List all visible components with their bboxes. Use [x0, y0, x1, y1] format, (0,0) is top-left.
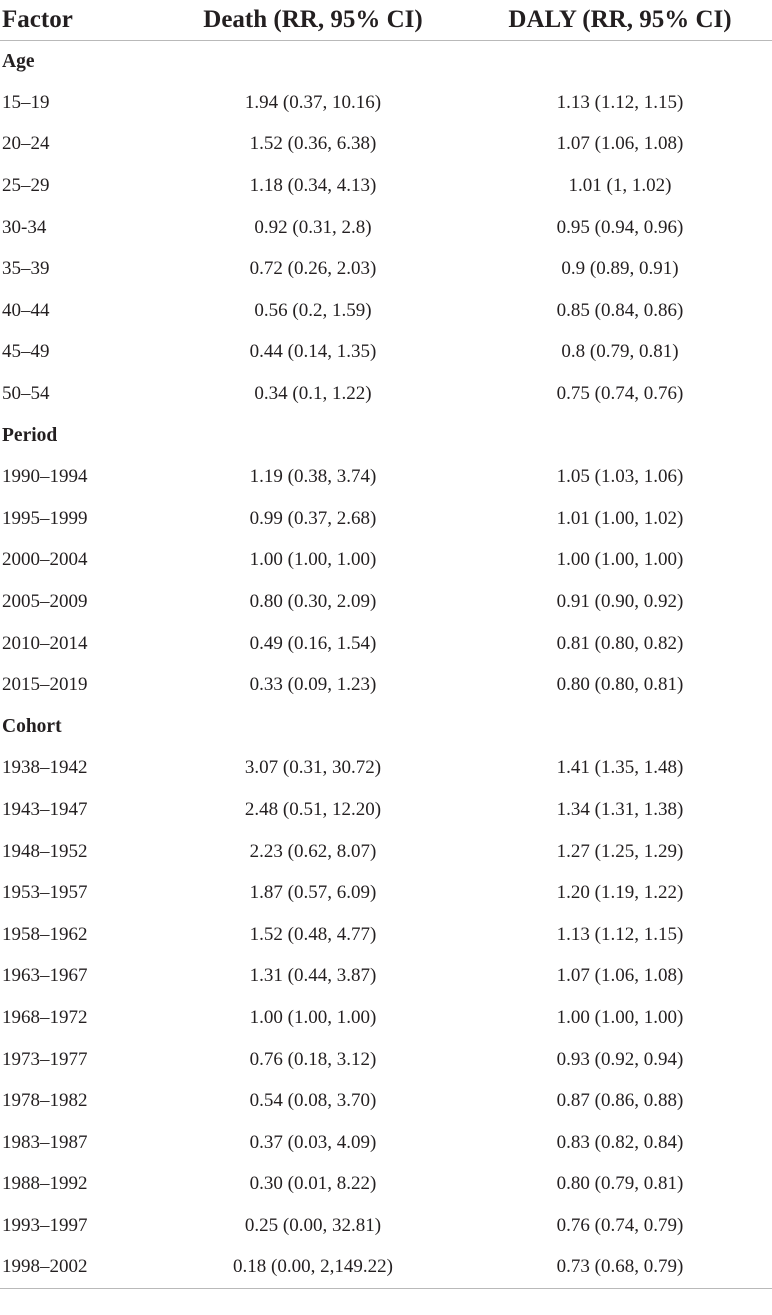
header-death: Death (RR, 95% CI) — [158, 0, 468, 41]
factor-cell: 1990–1994 — [2, 466, 88, 488]
factor-cell: 1995–1999 — [2, 507, 88, 529]
factor-cell: 2005–2009 — [2, 591, 88, 613]
table-row — [0, 664, 772, 706]
daly-rr-cell: 1.27 (1.25, 1.29) — [556, 840, 684, 862]
header-row — [0, 0, 772, 41]
factor-cell: 1968–1972 — [2, 1006, 88, 1028]
table-row — [0, 165, 772, 207]
factor-cell: 1988–1992 — [2, 1173, 88, 1195]
daly-rr-cell: 0.95 (0.94, 0.96) — [556, 216, 684, 238]
table-row — [0, 1039, 772, 1081]
table-header — [0, 0, 772, 41]
daly-rr-cell: 0.80 (0.79, 0.81) — [556, 1173, 684, 1195]
table-row — [0, 290, 772, 332]
factor-cell: 1953–1957 — [2, 882, 88, 904]
section-empty-cell — [468, 41, 772, 83]
factor-cell: 1993–1997 — [2, 1214, 88, 1236]
daly-rr-cell: 0.83 (0.82, 0.84) — [556, 1131, 684, 1153]
death-rr-cell: 1.94 (0.37, 10.16) — [244, 91, 382, 113]
daly-rr-cell: 0.85 (0.84, 0.86) — [556, 299, 684, 321]
table-row — [0, 1164, 772, 1206]
table-row — [0, 956, 772, 998]
table-row — [0, 82, 772, 124]
factor-cell: 50–54 — [2, 383, 50, 405]
factor-cell: 1963–1967 — [2, 965, 88, 987]
factor-cell: 2010–2014 — [2, 632, 88, 654]
factor-cell: 1948–1952 — [2, 840, 88, 862]
table-row — [0, 914, 772, 956]
daly-rr-cell: 0.87 (0.86, 0.88) — [556, 1090, 684, 1112]
table-row — [0, 748, 772, 790]
daly-rr-cell: 1.00 (1.00, 1.00) — [556, 1006, 684, 1028]
daly-rr-cell: 0.91 (0.90, 0.92) — [556, 591, 684, 613]
factor-cell: 20–24 — [2, 133, 50, 155]
death-rr-cell: 1.18 (0.34, 4.13) — [249, 175, 377, 197]
table-row — [0, 373, 772, 415]
section-title: Age — [2, 50, 35, 72]
section-row — [0, 415, 772, 457]
death-rr-cell: 0.37 (0.03, 4.09) — [249, 1131, 377, 1153]
death-rr-cell: 0.56 (0.2, 1.59) — [254, 299, 372, 321]
header-daly: DALY (RR, 95% CI) — [468, 0, 772, 41]
factor-cell: 1978–1982 — [2, 1090, 88, 1112]
death-rr-cell: 1.00 (1.00, 1.00) — [249, 549, 377, 571]
daly-rr-cell: 0.8 (0.79, 0.81) — [561, 341, 679, 363]
factor-cell: 2000–2004 — [2, 549, 88, 571]
table-row — [0, 1122, 772, 1164]
death-rr-cell: 2.23 (0.62, 8.07) — [249, 840, 377, 862]
death-rr-cell: 0.44 (0.14, 1.35) — [249, 341, 377, 363]
death-rr-cell: 1.87 (0.57, 6.09) — [249, 882, 377, 904]
factor-cell: 1983–1987 — [2, 1131, 88, 1153]
daly-rr-cell: 0.9 (0.89, 0.91) — [561, 258, 679, 280]
death-rr-cell: 0.72 (0.26, 2.03) — [249, 258, 377, 280]
death-rr-cell: 1.19 (0.38, 3.74) — [249, 466, 377, 488]
daly-rr-cell: 1.07 (1.06, 1.08) — [556, 133, 684, 155]
factor-cell: 1973–1977 — [2, 1048, 88, 1070]
death-rr-cell: 0.49 (0.16, 1.54) — [249, 632, 377, 654]
daly-rr-cell: 0.80 (0.80, 0.81) — [556, 674, 684, 696]
daly-rr-cell: 0.73 (0.68, 0.79) — [468, 1247, 772, 1289]
header-factor: Factor — [0, 0, 158, 41]
death-rr-cell: 0.30 (0.01, 8.22) — [249, 1173, 377, 1195]
table-row — [0, 540, 772, 582]
death-rr-cell: 1.31 (0.44, 3.87) — [249, 965, 377, 987]
daly-rr-cell: 0.76 (0.74, 0.79) — [556, 1214, 684, 1236]
section-empty-cell — [158, 706, 468, 748]
daly-rr-cell: 1.05 (1.03, 1.06) — [556, 466, 684, 488]
daly-rr-cell: 1.01 (1, 1.02) — [568, 175, 672, 197]
section-empty-cell — [468, 706, 772, 748]
table-row — [0, 207, 772, 249]
factor-cell: 1998–2002 — [0, 1247, 158, 1289]
section-empty-cell — [158, 415, 468, 457]
table-row — [0, 1205, 772, 1247]
section-row — [0, 706, 772, 748]
daly-rr-cell: 0.81 (0.80, 0.82) — [556, 632, 684, 654]
daly-rr-cell: 1.13 (1.12, 1.15) — [556, 923, 684, 945]
death-rr-cell: 0.25 (0.00, 32.81) — [244, 1214, 382, 1236]
section-empty-cell — [158, 41, 468, 83]
daly-rr-cell: 1.07 (1.06, 1.08) — [556, 965, 684, 987]
daly-rr-cell: 0.93 (0.92, 0.94) — [556, 1048, 684, 1070]
daly-rr-cell: 0.75 (0.74, 0.76) — [556, 383, 684, 405]
factor-cell: 30-34 — [2, 216, 47, 238]
factor-cell: 1938–1942 — [2, 757, 88, 779]
daly-rr-cell: 1.20 (1.19, 1.22) — [556, 882, 684, 904]
death-rr-cell: 1.52 (0.48, 4.77) — [249, 923, 377, 945]
section-title: Cohort — [2, 715, 62, 737]
death-rr-cell: 2.48 (0.51, 12.20) — [244, 798, 382, 820]
table-row — [0, 997, 772, 1039]
factor-cell: 35–39 — [2, 258, 50, 280]
factor-cell: 1943–1947 — [2, 798, 88, 820]
table-row — [0, 581, 772, 623]
table-row — [0, 623, 772, 665]
factor-cell: 2015–2019 — [2, 674, 88, 696]
daly-rr-cell: 1.41 (1.35, 1.48) — [556, 757, 684, 779]
death-rr-cell: 0.54 (0.08, 3.70) — [249, 1090, 377, 1112]
section-title: Period — [2, 424, 58, 446]
daly-rr-cell: 1.34 (1.31, 1.38) — [556, 798, 684, 820]
daly-rr-cell: 1.13 (1.12, 1.15) — [556, 91, 684, 113]
death-rr-cell: 1.00 (1.00, 1.00) — [249, 1006, 377, 1028]
table-row — [0, 1247, 772, 1289]
death-rr-cell: 0.92 (0.31, 2.8) — [254, 216, 372, 238]
table-row — [0, 872, 772, 914]
daly-rr-cell: 1.00 (1.00, 1.00) — [556, 549, 684, 571]
death-rr-cell: 0.34 (0.1, 1.22) — [254, 383, 372, 405]
table-row — [0, 1080, 772, 1122]
death-rr-cell: 0.18 (0.00, 2,149.22) — [158, 1247, 468, 1289]
death-rr-cell: 3.07 (0.31, 30.72) — [244, 757, 382, 779]
table-row — [0, 831, 772, 873]
factor-cell: 1958–1962 — [2, 923, 88, 945]
table-row — [0, 248, 772, 290]
death-rr-cell: 0.99 (0.37, 2.68) — [249, 507, 377, 529]
factor-cell: 45–49 — [2, 341, 50, 363]
death-rr-cell: 1.52 (0.36, 6.38) — [249, 133, 377, 155]
death-rr-cell: 0.76 (0.18, 3.12) — [249, 1048, 377, 1070]
factor-cell: 40–44 — [2, 299, 50, 321]
table-row — [0, 789, 772, 831]
table-body — [0, 41, 772, 1289]
table-row — [0, 498, 772, 540]
factor-cell: 15–19 — [2, 91, 50, 113]
table-row — [0, 332, 772, 374]
section-row — [0, 41, 772, 83]
death-rr-cell: 0.80 (0.30, 2.09) — [249, 591, 377, 613]
daly-rr-cell: 1.01 (1.00, 1.02) — [556, 507, 684, 529]
factor-cell: 25–29 — [2, 175, 50, 197]
table-row — [0, 456, 772, 498]
death-rr-cell: 0.33 (0.09, 1.23) — [249, 674, 377, 696]
section-empty-cell — [468, 415, 772, 457]
table-row — [0, 124, 772, 166]
